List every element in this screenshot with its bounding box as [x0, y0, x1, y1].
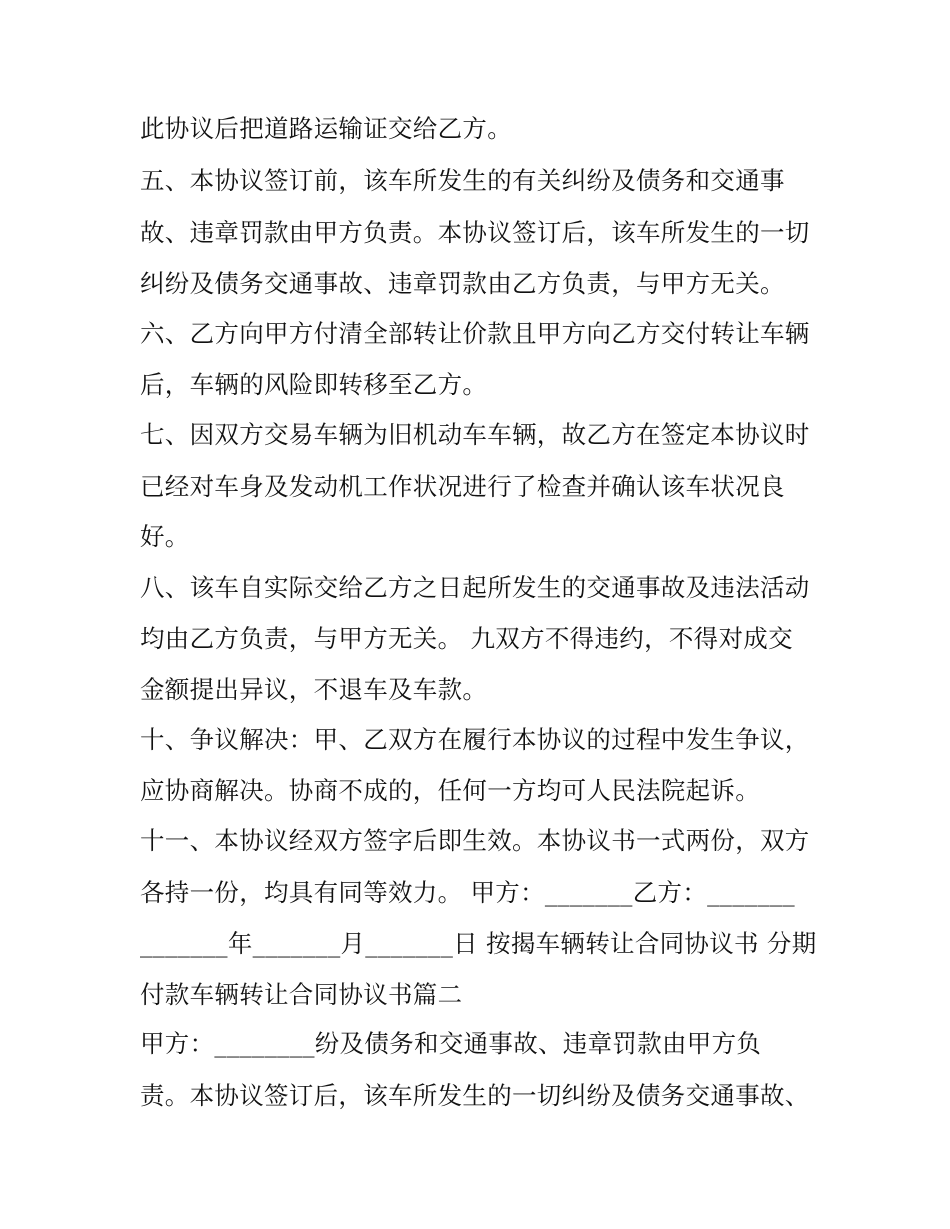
text-line: 责。本协议签订后，该车所发生的一切纠纷及债务交通事故、: [140, 1081, 810, 1110]
text-line: 纠纷及债务交通事故、违章罚款由乙方负责，与甲方无关。: [140, 269, 785, 298]
text-line: 后，车辆的风险即转移至乙方。: [140, 370, 488, 399]
text-line: 甲方：________纷及债务和交通事故、违章罚款由甲方负: [140, 1029, 762, 1058]
text-line: 五、本协议签订前，该车所发生的有关纠纷及债务和交通事: [140, 166, 785, 195]
text-line: 已经对车身及发动机工作状况进行了检查并确认该车状况良: [140, 472, 785, 501]
text-line: 金额提出异议，不退车及车款。: [140, 675, 488, 704]
text-line: 八、该车自实际交给乙方之日起所发生的交通事故及违法活动: [140, 573, 810, 602]
text-line: 好。: [140, 522, 190, 551]
text-line: 付款车辆转让合同协议书篇二: [140, 980, 463, 1009]
text-line: 应协商解决。协商不成的，任何一方均可人民法院起诉。: [140, 776, 760, 805]
text-line: _______年_______月_______日 按揭车辆转让合同协议书 分期: [140, 929, 817, 958]
text-line: 十、争议解决：甲、乙双方在履行本协议的过程中发生争议，: [140, 725, 810, 754]
text-line: 六、乙方向甲方付清全部转让价款且甲方向乙方交付转让车辆: [140, 319, 810, 348]
text-line: 各持一份，均具有同等效力。 甲方：_______乙方：_______: [140, 878, 795, 907]
text-line: 均由乙方负责，与甲方无关。 九双方不得违约，不得对成交: [140, 624, 793, 653]
text-line: 此协议后把道路运输证交给乙方。: [140, 114, 512, 143]
text-line: 十一、本协议经双方签字后即生效。本协议书一式两份，双方: [140, 826, 810, 855]
text-line: 七、因双方交易车辆为旧机动车车辆，故乙方在签定本协议时: [140, 420, 810, 449]
text-line: 故、违章罚款由甲方负责。本协议签订后，该车所发生的一切: [140, 218, 810, 247]
